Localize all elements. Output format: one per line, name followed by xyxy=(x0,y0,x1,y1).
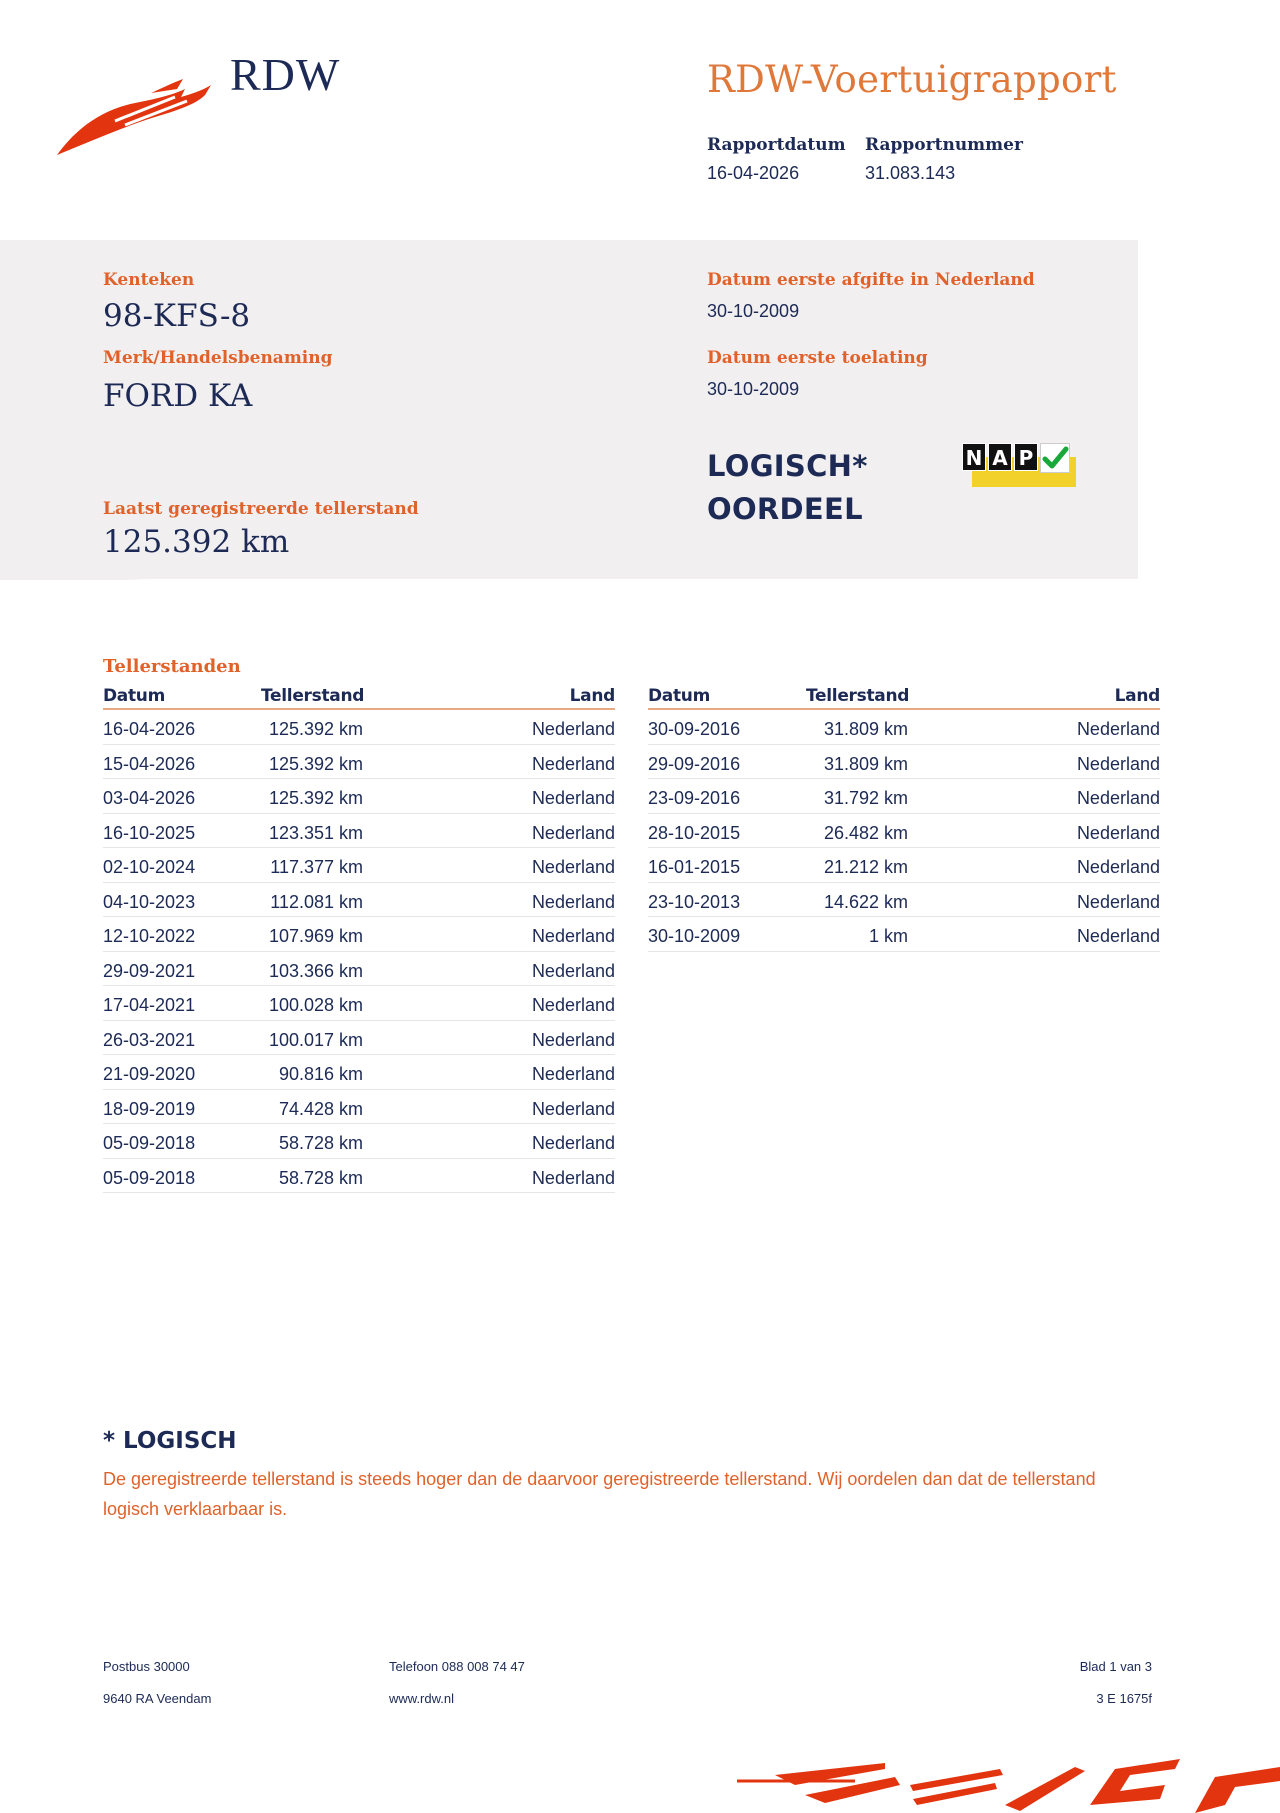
reading-country: Nederland xyxy=(1076,753,1160,774)
first-admission-label: Datum eerste toelating xyxy=(707,348,928,368)
column-header-country: Land xyxy=(1114,686,1160,706)
table-row xyxy=(648,848,1160,883)
odometer-value: 125.392 km xyxy=(103,524,290,560)
reading-date: 12-10-2022 xyxy=(103,926,196,946)
table-header xyxy=(648,686,1160,710)
report-date: 16-04-2026 xyxy=(707,163,800,183)
reading-odometer: 21.212 km xyxy=(823,857,908,877)
reading-country: Nederland xyxy=(531,891,615,912)
reading-odometer: 117.377 km xyxy=(270,857,363,877)
table-row xyxy=(103,883,615,918)
reading-odometer: 90.816 km xyxy=(278,1064,363,1084)
reading-date: 30-09-2016 xyxy=(648,719,741,739)
reading-date: 16-01-2015 xyxy=(648,857,741,877)
reading-odometer: 125.392 km xyxy=(268,788,363,808)
table-row xyxy=(103,917,615,952)
reading-date: 04-10-2023 xyxy=(103,891,196,912)
footer-address-1: Postbus 30000 xyxy=(103,1659,190,1674)
reading-odometer: 103.366 km xyxy=(268,960,363,981)
table-row xyxy=(103,1090,615,1125)
footer-document-code: 3 E 1675f xyxy=(1096,1691,1152,1706)
report-number-label: Rapportnummer xyxy=(865,135,1023,155)
reading-country: Nederland xyxy=(1076,891,1160,912)
reading-odometer: 26.482 km xyxy=(823,822,908,843)
verdict-line-1: LOGISCH* xyxy=(707,449,868,483)
readings-title: Tellerstanden xyxy=(103,656,241,677)
table-row xyxy=(648,917,1160,952)
nap-letter-a: A xyxy=(988,443,1012,471)
reading-country: Nederland xyxy=(531,1098,615,1119)
reading-date: 03-04-2026 xyxy=(103,788,196,808)
reading-date: 28-10-2015 xyxy=(648,822,741,843)
reading-odometer: 112.081 km xyxy=(270,891,363,912)
reading-country: Nederland xyxy=(531,926,615,946)
readings-table-right xyxy=(648,686,1160,952)
checkmark-icon xyxy=(1040,443,1070,473)
table-row xyxy=(103,710,615,745)
reading-date: 29-09-2021 xyxy=(103,960,196,981)
table-row xyxy=(103,1021,615,1056)
reading-date: 17-04-2021 xyxy=(103,995,196,1015)
table-row xyxy=(648,883,1160,918)
first-admission-value: 30-10-2009 xyxy=(707,379,800,399)
reading-country: Nederland xyxy=(1076,926,1160,946)
nap-letter-n: N xyxy=(962,443,986,471)
footer-page-number: Blad 1 van 3 xyxy=(1079,1659,1152,1674)
reading-country: Nederland xyxy=(531,1167,615,1188)
reading-date: 21-09-2020 xyxy=(103,1064,196,1084)
reading-date: 16-10-2025 xyxy=(103,822,196,843)
reading-country: Nederland xyxy=(531,857,615,877)
readings-table-left xyxy=(103,686,615,1193)
reading-country: Nederland xyxy=(531,719,615,739)
reading-odometer: 31.792 km xyxy=(823,788,908,808)
rdw-logo-icon xyxy=(55,75,215,161)
table-body xyxy=(648,710,1160,952)
reading-date: 23-10-2013 xyxy=(648,891,741,912)
plate-value: 98-KFS-8 xyxy=(103,298,251,334)
reading-odometer: 100.028 km xyxy=(268,995,363,1015)
reading-date: 05-09-2018 xyxy=(103,1167,196,1188)
reading-odometer: 74.428 km xyxy=(278,1098,363,1119)
make-value: FORD KA xyxy=(103,378,253,414)
reading-date: 02-10-2024 xyxy=(103,857,196,877)
report-date-label: Rapportdatum xyxy=(707,135,846,155)
reading-date: 18-09-2019 xyxy=(103,1098,196,1119)
table-header xyxy=(103,686,615,710)
reading-date: 29-09-2016 xyxy=(648,753,741,774)
reading-date: 23-09-2016 xyxy=(648,788,741,808)
reading-odometer: 58.728 km xyxy=(278,1167,363,1188)
reading-country: Nederland xyxy=(531,1064,615,1084)
verdict-line-2: OORDEEL xyxy=(707,492,863,526)
reading-date: 30-10-2009 xyxy=(648,926,741,946)
reading-country: Nederland xyxy=(531,1133,615,1153)
first-issue-value: 30-10-2009 xyxy=(707,301,800,321)
reading-odometer: 14.622 km xyxy=(823,891,908,912)
footer-phone: Telefoon 088 008 74 47 xyxy=(389,1659,525,1674)
nap-letter-p: P xyxy=(1014,443,1038,471)
nap-badge xyxy=(962,443,1076,487)
table-row xyxy=(103,1124,615,1159)
reading-date: 16-04-2026 xyxy=(103,719,196,739)
reading-country: Nederland xyxy=(1076,788,1160,808)
table-row xyxy=(103,848,615,883)
column-header-date: Datum xyxy=(103,686,166,706)
table-row xyxy=(103,1055,615,1090)
reading-country: Nederland xyxy=(531,995,615,1015)
reading-country: Nederland xyxy=(1076,857,1160,877)
reading-country: Nederland xyxy=(531,753,615,774)
document-title: RDW-Voertuigrapport xyxy=(707,58,1117,101)
column-header-date: Datum xyxy=(648,686,711,706)
table-row xyxy=(648,779,1160,814)
table-row xyxy=(103,814,615,849)
table-row xyxy=(648,745,1160,780)
reading-date: 05-09-2018 xyxy=(103,1133,196,1153)
reading-country: Nederland xyxy=(531,960,615,981)
footer-address-2: 9640 RA Veendam xyxy=(103,1691,212,1706)
table-row xyxy=(103,1159,615,1194)
reading-odometer: 31.809 km xyxy=(823,719,908,739)
report-number: 31.083.143 xyxy=(865,163,956,183)
reading-country: Nederland xyxy=(531,822,615,843)
reading-date: 15-04-2026 xyxy=(103,753,196,774)
reading-date: 26-03-2021 xyxy=(103,1029,196,1050)
brand-name: RDW xyxy=(230,49,341,100)
column-header-odometer: Tellerstand xyxy=(806,686,910,706)
reading-country: Nederland xyxy=(531,788,615,808)
reading-country: Nederland xyxy=(1076,719,1160,739)
reading-country: Nederland xyxy=(1076,822,1160,843)
footnote-title: * LOGISCH xyxy=(103,1428,237,1454)
reading-odometer: 100.017 km xyxy=(268,1029,363,1050)
footnote-text: De geregistreerde tellerstand is steeds hoger dan de daarvoor geregistreerde tellerstand. Wij oordelen dan dat de tellerstand logisch verklaarbaar is. xyxy=(103,1469,1096,1519)
reading-odometer: 123.351 km xyxy=(268,822,363,843)
reading-odometer: 107.969 km xyxy=(268,926,363,946)
footer-website-link[interactable]: www.rdw.nl xyxy=(389,1691,455,1706)
table-row xyxy=(103,745,615,780)
reading-country: Nederland xyxy=(531,1029,615,1050)
reading-odometer: 125.392 km xyxy=(268,719,363,739)
odometer-label: Laatst geregistreerde tellerstand xyxy=(103,499,419,519)
column-header-odometer: Tellerstand xyxy=(261,686,365,706)
table-row xyxy=(648,814,1160,849)
table-row xyxy=(648,710,1160,745)
table-row xyxy=(103,952,615,987)
reading-odometer: 1 km xyxy=(868,926,908,946)
reading-odometer: 31.809 km xyxy=(823,753,908,774)
table-row xyxy=(103,779,615,814)
reading-odometer: 125.392 km xyxy=(268,753,363,774)
table-body xyxy=(103,710,615,1193)
reading-odometer: 58.728 km xyxy=(278,1133,363,1153)
first-issue-label: Datum eerste afgifte in Nederland xyxy=(707,270,1035,290)
column-header-country: Land xyxy=(569,686,615,706)
plate-label: Kenteken xyxy=(103,270,195,290)
table-row xyxy=(103,986,615,1021)
footer-stripes-decoration xyxy=(735,1755,1280,1813)
make-label: Merk/Handelsbenaming xyxy=(103,348,333,368)
